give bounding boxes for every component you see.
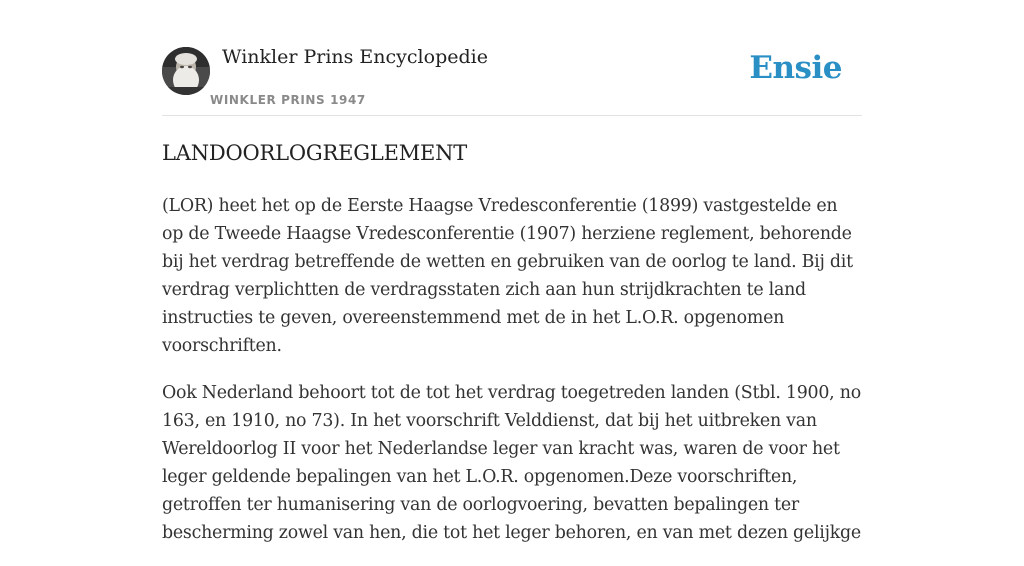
author-avatar[interactable] — [162, 47, 210, 95]
source-label[interactable]: WINKLER PRINS 1947 — [210, 93, 366, 107]
article-header — [162, 0, 862, 116]
article-paragraph: Ook Nederland behoort tot de tot het verdrag toegetreden landen (Stbl. 1900, no 163, en 1910, no 73). In het voorschrift Velddienst, dat bij het uitbreken van Wereldoorlog II voor het Nederlandse leger van kracht was, waren de voor het leger geldende bepalingen van het L.O.R. opgenomen.Deze voorschriften, getroffen ter humanisering van de oorlogvoering, bevatten bepalingen ter bescherming zowel van hen, die tot het leger behoren, en van met dezen gelijkge — [162, 383, 861, 543]
article-body — [162, 192, 862, 566]
author-name[interactable]: Winkler Prins Encyclopedie — [222, 46, 488, 68]
author-portrait-image — [162, 47, 210, 95]
article-paragraph: (LOR) heet het op de Eerste Haagse Vredesconferentie (1899) vastgestelde en op de Tweede Haagse Vredesconferentie (1907) herziene reglement, behorende bij het verdrag betreffende de wetten en gebruiken van de oorlog te land. Bij dit verdrag verplichtten de verdragsstaten zich aan hun strijdkrachten te land instructies te geven, overeenstemmend met de in het L.O.R. opgenomen voorschriften. — [162, 196, 853, 356]
article-page — [162, 0, 862, 543]
article-title: LANDOORLOGREGLEMENT — [162, 141, 468, 165]
ensie-logo[interactable]: Ensie — [749, 50, 842, 86]
